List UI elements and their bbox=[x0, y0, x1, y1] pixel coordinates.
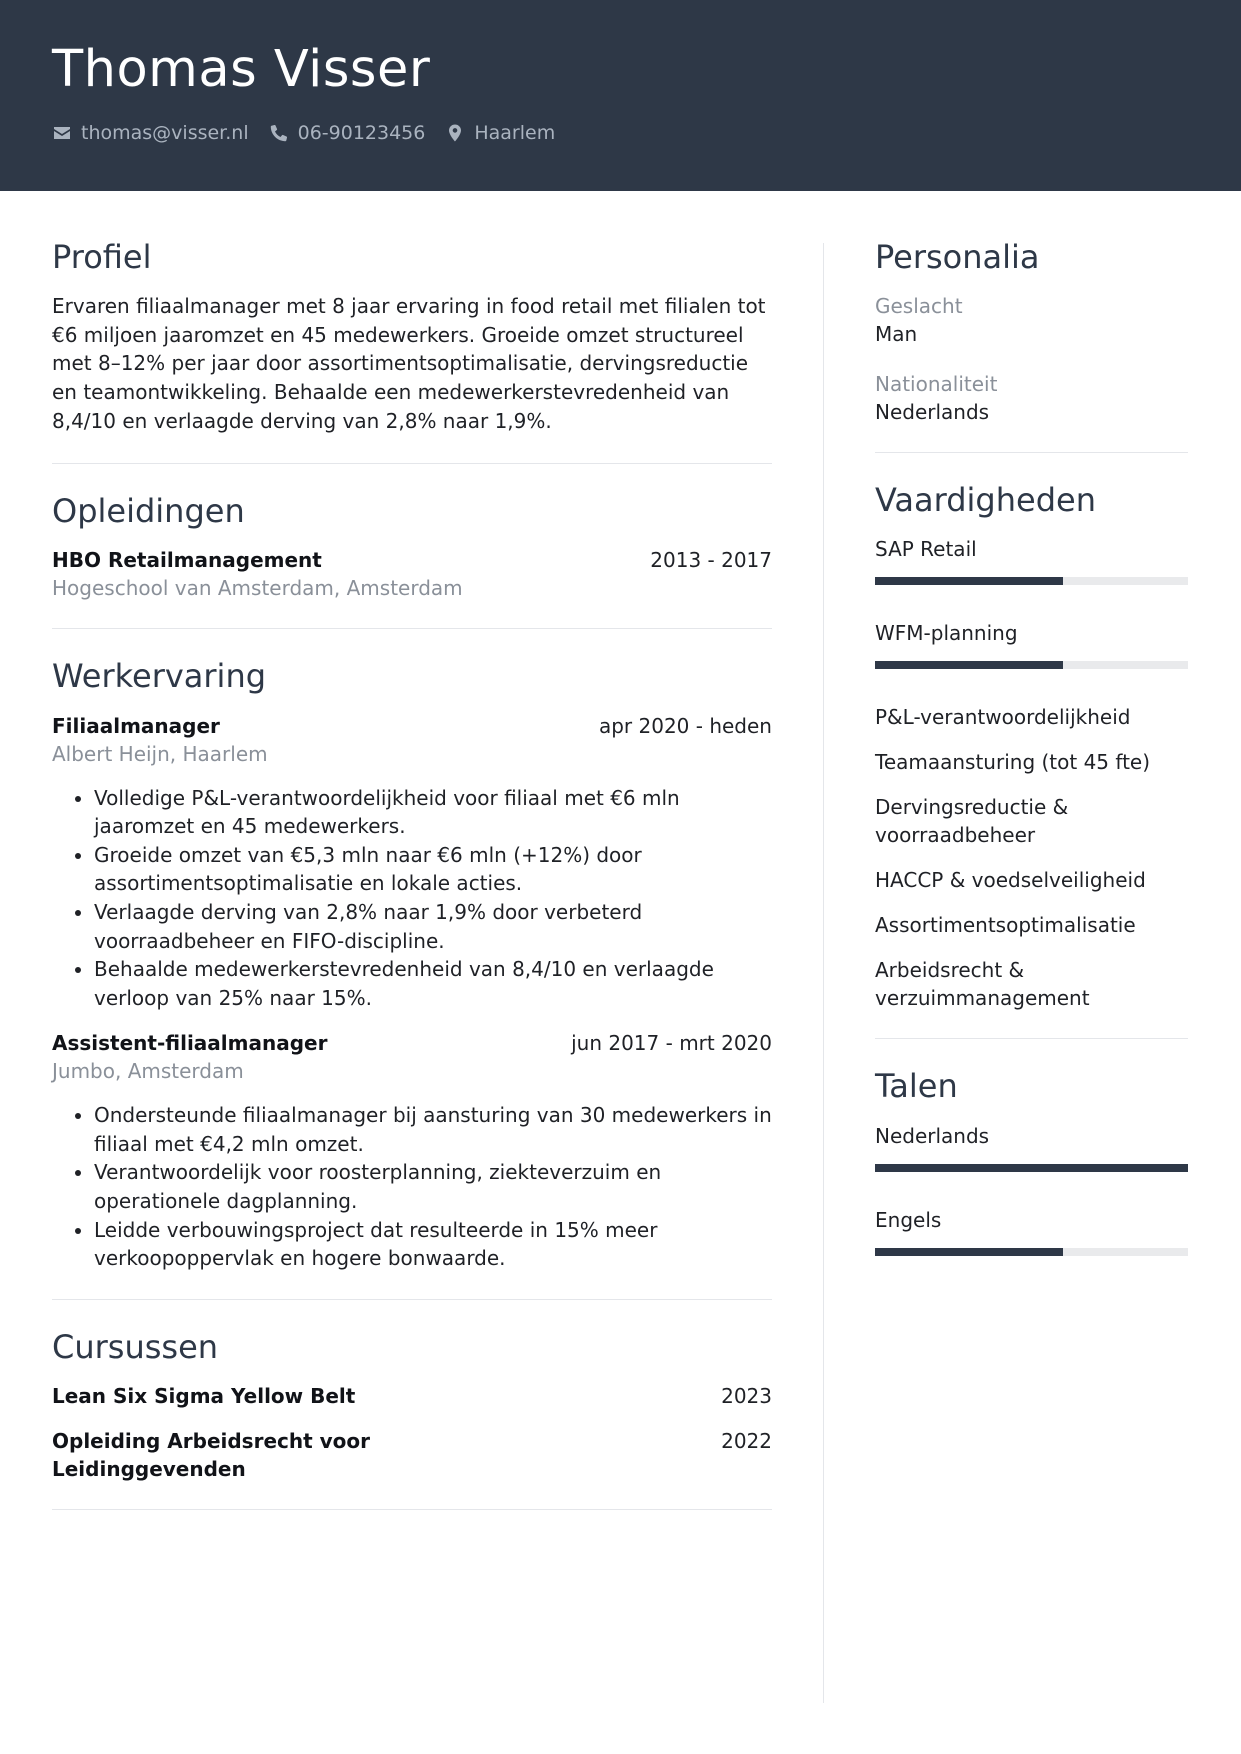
skill-name: Arbeidsrecht & verzuimmanagement bbox=[875, 958, 1090, 1011]
section-divider bbox=[875, 452, 1188, 453]
skill-item bbox=[875, 535, 1188, 585]
skill-name: Dervingsreductie & voorraadbeheer bbox=[875, 795, 1069, 848]
personal-item bbox=[875, 370, 1188, 426]
job-title: Assistent-filiaalmanager bbox=[52, 1031, 328, 1056]
envelope-icon bbox=[52, 123, 72, 143]
section-divider bbox=[875, 1038, 1188, 1039]
language-bar-fill bbox=[875, 1248, 1063, 1256]
contact-email bbox=[52, 122, 249, 144]
experience-section bbox=[52, 659, 772, 1273]
experience-entry bbox=[52, 1029, 772, 1273]
language-bar-fill bbox=[875, 1164, 1188, 1172]
list-item: • Volledige P&L-verantwoordelijkheid voor filiaal met €6 mln jaaromzet en 45 medewerkers. bbox=[94, 784, 772, 841]
email-text: thomas@visser.nl bbox=[81, 122, 249, 144]
skill-item bbox=[875, 619, 1188, 669]
main-column bbox=[52, 240, 772, 1510]
sidebar-column bbox=[875, 240, 1188, 1256]
contact-row bbox=[52, 122, 575, 144]
section-title-profile: Profiel bbox=[52, 238, 152, 276]
profile-text: Ervaren filiaalmanager met 8 jaar ervaring in food retail met filialen tot €6 miljoen jaaromzet en 45 medewerkers. Groeide omzet structureel met 8–12% per jaar door assortimentsoptimalisatie, dervingsreductie en teamontwikkeling. Behaalde een medewerkerstevredenheid van 8,4/10 en verlaagde derving van 2,8% naar 1,9%. bbox=[52, 294, 766, 433]
list-item: • Groeide omzet van €5,3 mln naar €6 mln (+12%) door assortimentsoptimalisatie en lokale acties. bbox=[94, 841, 772, 898]
personal-section bbox=[875, 240, 1188, 426]
job-title: Filiaalmanager bbox=[52, 713, 220, 738]
section-title-skills: Vaardigheden bbox=[875, 481, 1096, 520]
course-title: Opleiding Arbeidsrecht voor Leidinggevenden bbox=[52, 1429, 371, 1482]
personal-value: Man bbox=[875, 322, 918, 347]
language-name: Nederlands bbox=[875, 1123, 990, 1148]
job-employer: Albert Heijn, Haarlem bbox=[52, 741, 268, 766]
personal-value: Nederlands bbox=[875, 400, 990, 425]
section-title-languages: Talen bbox=[875, 1067, 958, 1106]
skill-bar bbox=[875, 577, 1188, 585]
language-bar bbox=[875, 1248, 1188, 1256]
list-item: • Verantwoordelijk voor roosterplanning, ziekteverzuim en operationele dagplanning. bbox=[94, 1158, 772, 1215]
location-text: Haarlem bbox=[474, 122, 556, 144]
education-institution: Hogeschool van Amsterdam, Amsterdam bbox=[52, 576, 463, 601]
personal-label: Nationaliteit bbox=[875, 372, 998, 397]
language-name: Engels bbox=[875, 1207, 942, 1232]
job-bullets bbox=[52, 1101, 772, 1273]
skill-name: HACCP & voedselveiligheid bbox=[875, 868, 1146, 893]
job-date: apr 2020 - heden bbox=[598, 713, 772, 738]
course-date: 2023 bbox=[721, 1384, 772, 1409]
skill-name: WFM-planning bbox=[875, 621, 1018, 646]
language-item bbox=[875, 1122, 1188, 1172]
job-employer: Jumbo, Amsterdam bbox=[52, 1059, 244, 1084]
skill-name: Assortimentsoptimalisatie bbox=[875, 913, 1136, 938]
skill-name: SAP Retail bbox=[875, 537, 977, 562]
personal-item bbox=[875, 292, 1188, 348]
contact-location bbox=[445, 122, 555, 144]
phone-icon bbox=[269, 123, 289, 143]
phone-text: 06-90123456 bbox=[297, 122, 426, 144]
list-item: • Ondersteunde filiaalmanager bij aansturing van 30 medewerkers in filiaal met €4,2 mln omzet. bbox=[94, 1101, 772, 1158]
list-item: • Leidde verbouwingsproject dat resulteerde in 15% meer verkoopoppervlak en hogere bonwaarde. bbox=[94, 1216, 772, 1273]
list-item: • Verlaagde derving van 2,8% naar 1,9% door verbeterd voorraadbeheer en FIFO-discipline. bbox=[94, 898, 772, 955]
candidate-name: Thomas Visser bbox=[52, 40, 431, 99]
section-divider bbox=[52, 1509, 772, 1510]
language-item bbox=[875, 1206, 1188, 1256]
section-divider bbox=[52, 463, 772, 464]
map-marker-icon bbox=[445, 123, 465, 143]
column-divider bbox=[823, 243, 824, 1703]
skill-bar-fill bbox=[875, 661, 1063, 669]
section-divider bbox=[52, 1299, 772, 1300]
job-bullets bbox=[52, 784, 772, 1013]
contact-phone bbox=[269, 122, 426, 144]
education-date: 2013 - 2017 bbox=[650, 548, 772, 573]
section-title-personal: Personalia bbox=[875, 238, 1040, 276]
skill-bar-fill bbox=[875, 577, 1063, 585]
skills-section bbox=[875, 483, 1188, 1012]
personal-label: Geslacht bbox=[875, 294, 963, 319]
education-entry bbox=[52, 546, 772, 602]
job-date: jun 2017 - mrt 2020 bbox=[571, 1031, 772, 1056]
course-title: Lean Six Sigma Yellow Belt bbox=[52, 1384, 356, 1409]
education-section bbox=[52, 494, 772, 602]
experience-entry bbox=[52, 712, 772, 1013]
course-date: 2022 bbox=[721, 1429, 772, 1454]
section-title-experience: Werkervaring bbox=[52, 657, 267, 696]
course-entry bbox=[52, 1382, 772, 1410]
skill-name: P&L-verantwoordelijkheid bbox=[875, 705, 1131, 730]
skill-name: Teamaansturing (tot 45 fte) bbox=[875, 750, 1151, 775]
education-title: HBO Retailmanagement bbox=[52, 548, 322, 573]
section-title-courses: Cursussen bbox=[52, 1327, 219, 1366]
language-bar bbox=[875, 1164, 1188, 1172]
list-item: • Behaalde medewerkerstevredenheid van 8,4/10 en verlaagde verloop van 25% naar 15%. bbox=[94, 955, 772, 1012]
skill-bar bbox=[875, 661, 1188, 669]
section-divider bbox=[52, 628, 772, 629]
courses-section bbox=[52, 1327, 772, 1483]
header-banner bbox=[0, 0, 1241, 191]
languages-section bbox=[875, 1069, 1188, 1255]
section-title-education: Opleidingen bbox=[52, 492, 245, 531]
profile-section bbox=[52, 240, 772, 435]
course-entry bbox=[52, 1427, 772, 1483]
